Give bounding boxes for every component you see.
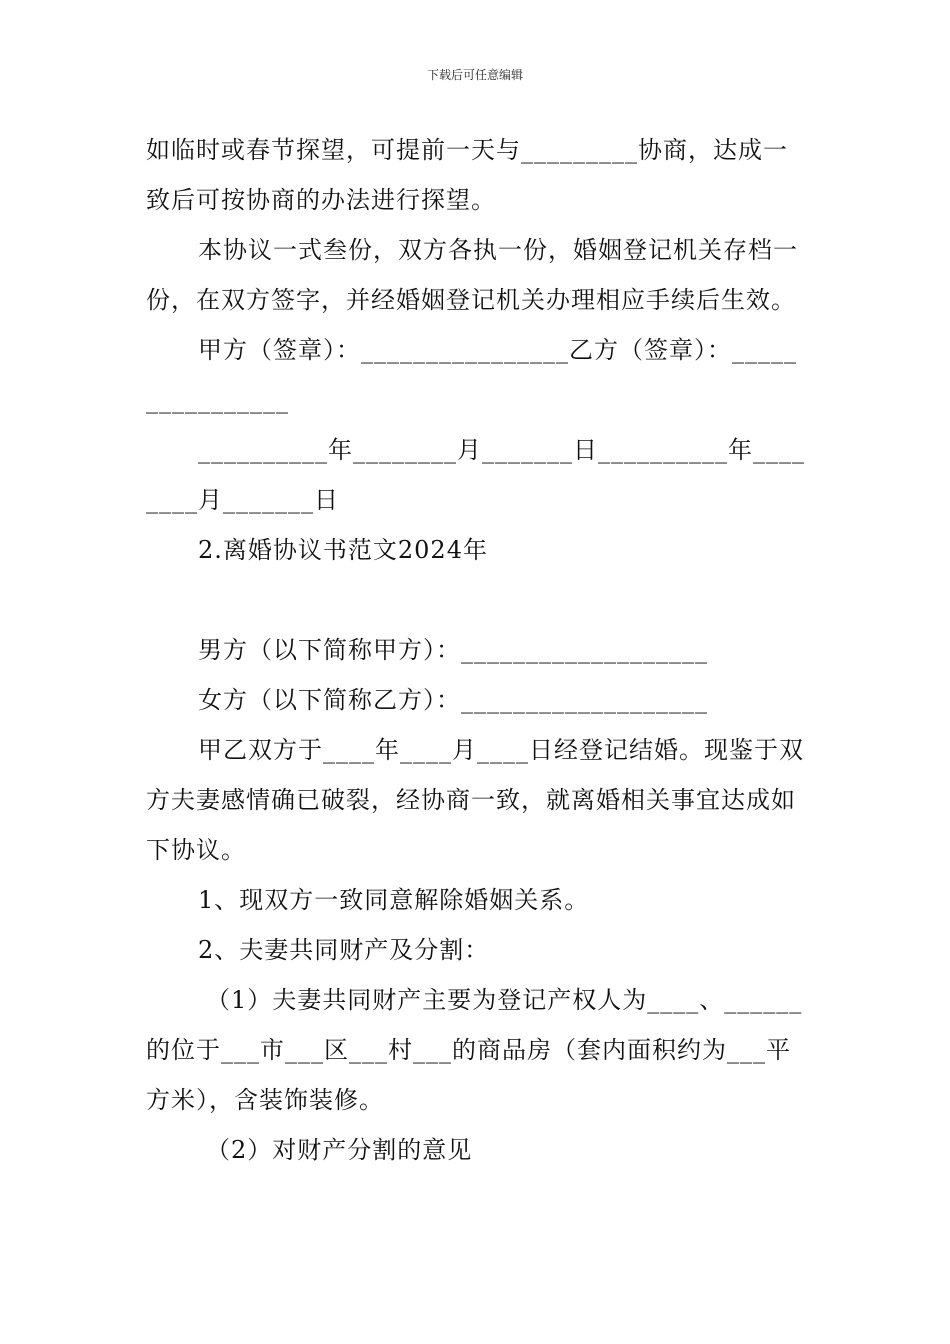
blank-line: [146, 575, 808, 625]
date-line: __________年________月_______日__________年________月_______日: [146, 436, 805, 514]
paragraph-copies: 本协议一式叁份，双方各执一份，婚姻登记机关存档一份，在双方签字，并经婚姻登记机关办理相应手续后生效。: [146, 236, 798, 314]
clause-2: 2、夫妻共同财产及分割：: [198, 936, 490, 964]
party-female: 女方（以下简称乙方）：___________________: [198, 686, 708, 714]
section-title: 2.离婚协议书范文2024年: [198, 536, 488, 564]
signature-line: 甲方（签章）：________________乙方（签章）：________________: [146, 336, 797, 414]
clause-2-2: （2）对财产分割的意见: [206, 1136, 473, 1164]
party-male: 男方（以下简称甲方）：___________________: [198, 636, 708, 664]
document-body: [146, 125, 808, 1175]
clause-1: 1、现双方一致同意解除婚姻关系。: [198, 886, 590, 914]
clause-2-1: （1）夫妻共同财产主要为登记产权人为____、______的位于___市___区___村___的商品房（套内面积约为___平方米），含装饰装修。: [146, 986, 803, 1114]
page-header: 下载后可任意编辑: [426, 68, 523, 82]
paragraph-marriage: 甲乙双方于____年____月____日经登记结婚。现鉴于双方夫妻感情确已破裂，经协商一致，就离婚相关事宜达成如下协议。: [146, 736, 804, 864]
paragraph-visit: 如临时或春节探望，可提前一天与_________协商，达成一致后可按协商的办法进行探望。: [146, 136, 788, 214]
